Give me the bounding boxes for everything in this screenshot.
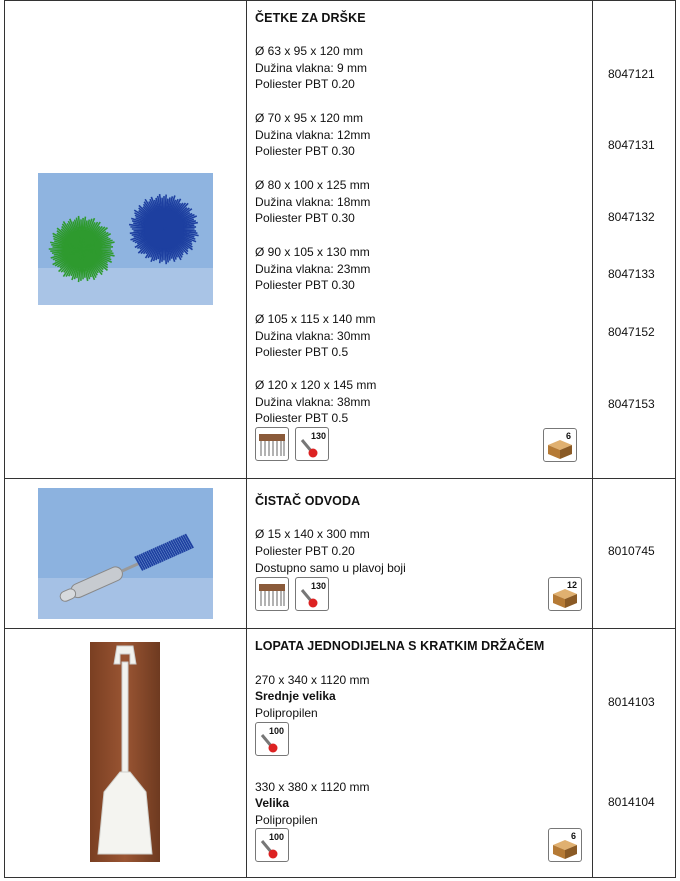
product-title: ČETKE ZA DRŠKE xyxy=(255,11,366,25)
product-code: 8047153 xyxy=(608,397,655,411)
product-title: ČISTAČ ODVODA xyxy=(255,494,361,508)
svg-text:6: 6 xyxy=(566,431,572,441)
variant-material: Poliester PBT 0.5 xyxy=(255,345,349,359)
product-image-shovel xyxy=(90,642,160,862)
variant-name: Srednje velika xyxy=(255,689,336,703)
table-border-right xyxy=(675,0,676,878)
variant-fiber-length: Dužina vlakna: 38mm xyxy=(255,394,371,409)
variant-dimensions: 330 x 380 x 1120 mm xyxy=(255,780,370,794)
product-code: 8047133 xyxy=(608,267,655,281)
variant-fiber-length: Dužina vlakna: 23mm xyxy=(255,261,371,276)
variant-dimensions: Ø 90 x 105 x 130 mm xyxy=(255,245,370,259)
box-icon xyxy=(548,828,582,862)
variant-dimensions: Ø 70 x 95 x 120 mm xyxy=(255,111,364,125)
svg-text:130: 130 xyxy=(311,431,327,441)
variant-dimensions: Ø 105 x 115 x 140 mm xyxy=(255,312,376,326)
svg-text:130: 130 xyxy=(311,581,327,591)
product-code: 8010745 xyxy=(608,544,655,558)
variant-fiber-length: Dužina vlakna: 30mm xyxy=(255,328,371,343)
row-divider-1 xyxy=(4,478,676,479)
svg-text:12: 12 xyxy=(567,580,578,590)
bristle-icon xyxy=(255,577,289,611)
column-divider-1 xyxy=(246,0,247,878)
variant-dimensions: 270 x 340 x 1120 mm xyxy=(255,673,370,687)
product-image-brushes xyxy=(38,173,213,305)
product-code: 8047132 xyxy=(608,210,655,224)
variant-material: Poliester PBT 0.30 xyxy=(255,211,355,225)
variant-fiber-length: Dužina vlakna: 18mm xyxy=(255,194,371,209)
product-title: LOPATA JEDNODIJELNA S KRATKIM DRŽAČEM xyxy=(255,639,545,653)
product-image-drain-cleaner xyxy=(38,488,213,619)
bristle-icon xyxy=(255,427,289,461)
table-border-top xyxy=(4,0,676,1)
thermometer-icon xyxy=(295,577,329,611)
variant-material: Poliester PBT 0.30 xyxy=(255,144,355,158)
svg-text:100: 100 xyxy=(269,726,285,736)
product-dimensions: Ø 15 x 140 x 300 mm xyxy=(255,527,370,541)
column-divider-2 xyxy=(592,0,593,878)
box-icon xyxy=(548,577,582,611)
variant-dimensions: Ø 63 x 95 x 120 mm xyxy=(255,44,364,58)
variant-fiber-length: Dužina vlakna: 12mm xyxy=(255,127,371,142)
thermometer-icon xyxy=(295,427,329,461)
variant-material: Polipropilen xyxy=(255,706,318,720)
variant-material: Poliester PBT 0.30 xyxy=(255,278,355,292)
product-code: 8047121 xyxy=(608,67,655,81)
variant-material: Poliester PBT 0.5 xyxy=(255,411,349,425)
svg-text:6: 6 xyxy=(571,831,577,841)
box-icon xyxy=(543,428,577,462)
variant-material: Poliester PBT 0.20 xyxy=(255,77,355,91)
variant-fiber-length: Dužina vlakna: 9 mm xyxy=(255,60,368,75)
variant-dimensions: Ø 80 x 100 x 125 mm xyxy=(255,178,370,192)
svg-text:100: 100 xyxy=(269,832,285,842)
table-border-bottom xyxy=(4,877,676,878)
product-note: Dostupno samo u plavoj boji xyxy=(255,561,406,575)
variant-name: Velika xyxy=(255,796,290,810)
product-code: 8014104 xyxy=(608,795,655,809)
product-code: 8014103 xyxy=(608,695,655,709)
table-border-left xyxy=(4,0,5,878)
thermometer-icon xyxy=(255,722,289,756)
variant-material: Polipropilen xyxy=(255,813,318,827)
variant-dimensions: Ø 120 x 120 x 145 mm xyxy=(255,378,377,392)
row-divider-2 xyxy=(4,628,676,629)
product-code: 8047131 xyxy=(608,138,655,152)
product-code: 8047152 xyxy=(608,325,655,339)
thermometer-icon xyxy=(255,828,289,862)
product-material: Poliester PBT 0.20 xyxy=(255,544,355,558)
